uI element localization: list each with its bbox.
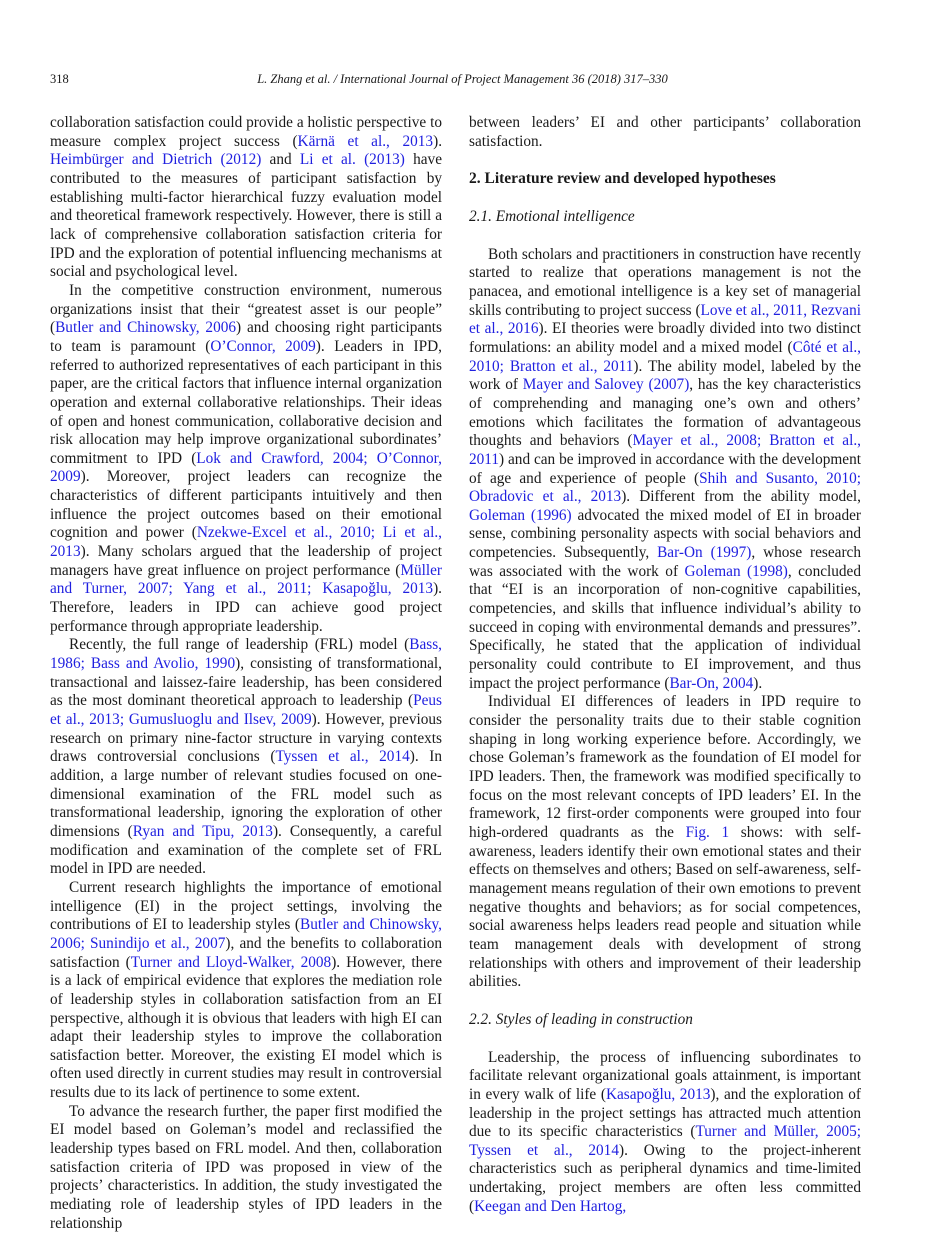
page-number: 318 (50, 72, 69, 86)
right-column (469, 114, 861, 1216)
body-text: shows: with self-awareness, leaders identify their own emotional states and their effects on themselves and others; Based on self-awareness, self-management means regulation of their own emotions to prevent negative thoughts and behaviors; as for social competences, social awareness helps leaders read people and situation while team management deals with development of strong relationships with others and improvement of their leadership abilities. (469, 823, 861, 991)
subsection-heading-emotional-intelligence: 2.1. Emotional intelligence (469, 207, 635, 225)
body-text: ). Different from the ability model, (621, 488, 861, 506)
body-text: ) and choosing right participants to team is paramount ( (50, 319, 442, 355)
citation-link[interactable]: Fig. 1 (685, 823, 730, 841)
body-text: ). Therefore, leaders in IPD can achieve good project performance through appropriate leadership. (50, 580, 442, 635)
citation-link[interactable]: Li et al. (2013) (299, 151, 405, 169)
body-text: ), and the exploration of leadership in the project settings has attracted much attention due to its specific characteristics ( (469, 1085, 861, 1141)
citation-link[interactable]: Shih and Susanto, 2010; Obradovic et al., 2013 (469, 469, 861, 506)
citation-link[interactable]: Bar-On (1997) (657, 544, 752, 562)
paragraph (50, 114, 442, 282)
body-text: , concluded that “EI is an incorporation of non-cognitive capabilities, competencies, and skills that influence individual’s ability to succeed in coping with environmental demands and pressures”. Specifically, he stated that the application of individual personality could contribute to EI improvement, and thus impact the project performance ( (469, 562, 861, 692)
body-text: ). (433, 132, 443, 150)
paragraph (50, 879, 442, 1103)
citation-link[interactable]: Müller and Turner, 2007; Yang et al., 2011; Kasapoğlu, 2013 (50, 561, 442, 598)
paragraph (50, 636, 442, 879)
citation-link[interactable]: Kärnä et al., 2013 (297, 132, 434, 150)
citation-link[interactable]: Goleman (1996) (469, 506, 572, 524)
citation-link[interactable]: Côté et al., 2010; Bratton et al., 2011 (469, 338, 861, 375)
body-text: ). Consequently, a careful modification and examination of the complete set of FRL model in IPD are needed. (50, 822, 442, 878)
body-text: Recently, the full range of leadership (FRL) model ( (69, 636, 410, 654)
citation-link[interactable]: Love et al., 2011, Rezvani et al., 2016 (469, 301, 861, 338)
body-text: have contributed to the measures of participant satisfaction by establishing multi-factor hierarchical fuzzy evaluation model and theoretical framework respectively. However, there is still a lack of comprehensive collaboration satisfaction criteria for IPD and the exploration of potential influencing mechanisms at social and psychological level. (50, 151, 442, 281)
citation-link[interactable]: O’Connor, 2009 (210, 337, 316, 355)
paragraph (50, 282, 442, 636)
body-text: advocated the mixed model of EI in broader sense, combining personality aspects with social behaviors and competencies. Subsequently, (469, 506, 861, 562)
body-text: ). However, there is a lack of empirical evidence that explores the mediation role of leadership styles in collaboration satisfaction from an EI perspective, although it is obvious that leaders with high EI can adapt their leadership styles to improve the collaboration satisfaction better. Moreover, the existing EI model which is often used directly in current studies may result in controversial results due to its lack of pertinence to some extent. (50, 953, 442, 1102)
citation-link[interactable]: Lok and Crawford, 2004; O’Connor, 2009 (50, 449, 442, 486)
citation-link[interactable]: Bass, 1986; Bass and Avolio, 1990 (50, 636, 442, 673)
body-text: between leaders’ EI and other participants’ collaboration satisfaction. (469, 114, 861, 150)
citation-link[interactable]: Goleman (1998) (684, 562, 788, 580)
citation-link[interactable]: Butler and Chinowsky, 2006; Sunindijo et al., 2007 (50, 916, 442, 952)
body-text: ), consisting of transformational, transactional and laissez-faire leadership, has been considered as the most dominant theoretical approach to leadership ( (50, 655, 442, 710)
citation-link[interactable]: Turner and Müller, 2005; Tyssen et al., 2014 (469, 1123, 862, 1159)
citation-link[interactable]: Keegan and Den Hartog, (474, 1197, 627, 1215)
running-header (0, 72, 925, 90)
paragraph (469, 114, 861, 151)
body-text: , whose research was associated with the work of (469, 544, 861, 580)
subsection-heading-styles-of-leading: 2.2. Styles of leading in construction (469, 1010, 693, 1028)
citation-link[interactable]: Heimbürger and Dietrich (2012) (50, 151, 262, 169)
body-text: , has the key characteristics of comprehending and managing one’s own and others’ emotions which facilitates the formation of advantageous thoughts and behaviors ( (469, 376, 861, 450)
citation-link[interactable]: Tyssen et al., 2014 (275, 748, 410, 766)
body-text: ). Owing to the project-inherent characteristics such as peripheral dynamics and time-limited undertaking, project members are often less committed ( (469, 1141, 862, 1215)
body-text: collaboration satisfaction could provide a holistic perspective to measure complex project success ( (50, 114, 442, 150)
body-text: and (261, 151, 300, 169)
citation-link[interactable]: Butler and Chinowsky, 2006 (55, 319, 237, 337)
paragraph (469, 1049, 861, 1217)
body-text: ). The ability model, labeled by the work of (469, 357, 861, 394)
citation-link[interactable]: Ryan and Tipu, 2013 (132, 822, 273, 840)
body-text: ). EI theories were broadly divided into two distinct formulations: an ability model and a mixed model ( (469, 320, 861, 356)
citation-link[interactable]: Mayer et al., 2008; Bratton et al., 2011 (469, 432, 861, 468)
body-text: ). In addition, a large number of relevant studies focused on one-dimensional examination of the FRL model such as transformational leadership, ignoring the exploration of other dimensions ( (50, 748, 442, 840)
body-text: Current research highlights the importance of emotional intelligence (EI) in the project settings, involving the contributions of EI to leadership styles ( (50, 878, 442, 934)
section-heading: 2. Literature review and developed hypotheses (469, 170, 776, 188)
citation-link[interactable]: Kasapoğlu, 2013 (605, 1085, 711, 1103)
citation-link[interactable]: Bar-On, 2004 (669, 674, 754, 692)
body-text: ) and can be improved in accordance with the development of age and experience of people ( (469, 450, 861, 487)
body-text: Individual EI differences of leaders in IPD require to consider the personality traits due to their stable cognition shaping in long working experience before. Accordingly, we chose Goleman’s framework as the foundation of EI model for IPD leaders. Then, the framework was modified specifically to focus on the most relevant concepts of IPD leaders’ EI. In the framework, 12 first-order components were grouped into four high-ordered quadrants as the (469, 693, 861, 841)
paragraph (469, 246, 861, 694)
paragraph (469, 693, 861, 992)
left-column (50, 114, 442, 1233)
body-text: Both scholars and practitioners in construction have recently started to realize that operations management is not the panacea, and emotional intelligence is a key set of managerial skills contributing to project success ( (469, 245, 861, 319)
body-text: ). Leaders in IPD, referred to authorized representatives of each participant in this paper, are the critical factors that influence internal organization operation and external collaborative relationships. Their ideas of open and honest communication, collaborative decision and risk allocation may help improve organizational subordinates’ commitment to IPD ( (50, 337, 443, 467)
body-text: To advance the research further, the paper first modified the EI model based on Goleman’s model and reclassified the leadership types based on FRL model. And then, collaboration satisfaction criteria of IPD was proposed in view of the projects’ characteristics. In addition, the study investigated the mediating role of leadership styles of IPD leaders in the relationship (50, 1102, 442, 1232)
body-text: In the competitive construction environment, numerous organizations insist that their “greatest asset is our people” ( (50, 281, 442, 337)
body-text: ). Moreover, project leaders can recognize the characteristics of different participants intuitively and then influence the project outcomes based on their emotional cognition and power ( (50, 468, 442, 542)
body-text: ). Many scholars argued that the leadership of project managers have great influence on project performance ( (50, 543, 442, 579)
citation-link[interactable]: Mayer and Salovey (2007) (522, 376, 690, 394)
citation-link[interactable]: Nzekwe-Excel et al., 2010; Li et al., 2013 (50, 524, 442, 561)
body-text: Leadership, the process of influencing subordinates to facilitate relevant organizational goals attainment, is important in every walk of life ( (469, 1048, 861, 1103)
body-text: ). However, previous research on primary nine-factor structure in varying contexts draws controversial conclusions ( (50, 711, 442, 766)
citation-link[interactable]: Turner and Lloyd-Walker, 2008 (130, 953, 332, 971)
body-text: ). (753, 674, 763, 692)
running-title: L. Zhang et al. / International Journal of Project Management 36 (2018) 317–330 (257, 72, 668, 86)
body-text: ), and the benefits to collaboration satisfaction ( (50, 934, 443, 971)
paragraph (50, 1103, 442, 1234)
citation-link[interactable]: Peus et al., 2013; Gumusluoglu and Ilsev, 2009 (50, 692, 442, 728)
